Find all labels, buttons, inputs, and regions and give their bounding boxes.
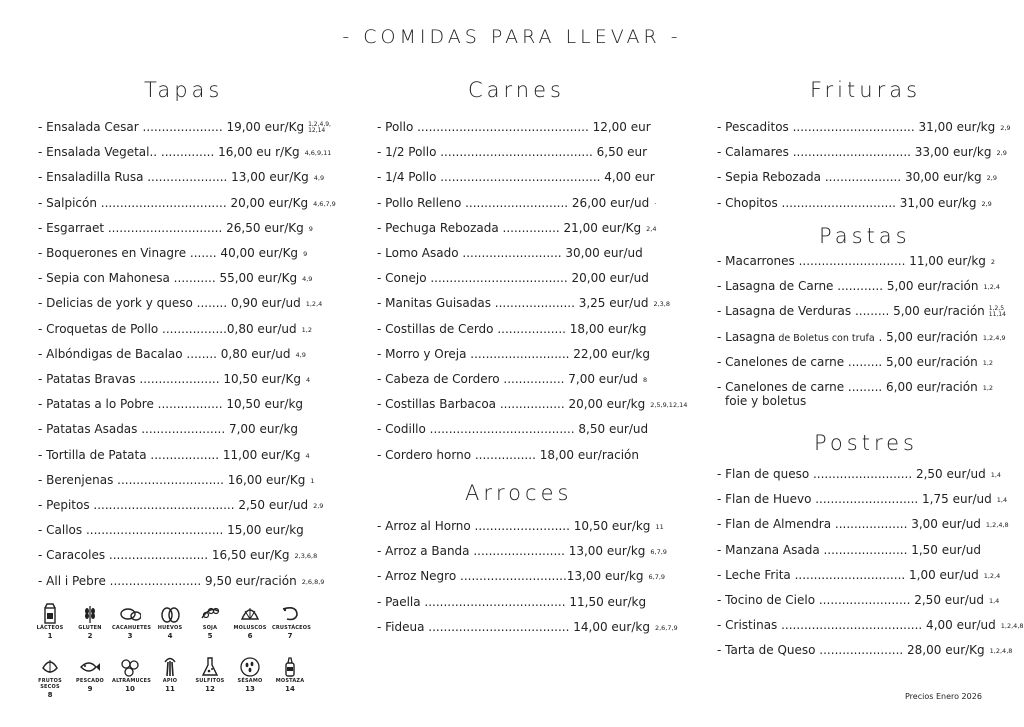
menu-item-carnes	[377, 170, 655, 184]
menu-item-text: - Canelones de carne ......... 5,00 eur/ración	[717, 354, 978, 369]
menu-item-text: - Delicias de york y queso ........ 0,90 eur/ud	[38, 296, 301, 311]
menu-item-text: - Pepitos ..................................... 2,50 eur/ud	[38, 498, 309, 512]
menu-item-text: - Cordero horno ................ 18,00 eur/ración	[377, 447, 639, 462]
page-title: - COMIDAS PARA LLEVAR -	[342, 26, 682, 48]
menu-item-tapas	[38, 372, 310, 387]
menu-item-text: - Leche Frita ............................. 1,00 eur/ud	[717, 567, 979, 582]
allergen-codes: 1,4	[996, 496, 1008, 505]
allergen-codes: 4	[305, 376, 311, 384]
peanut-icon	[119, 603, 141, 624]
menu-item-text: - Macarrones ............................ 11,00 eur/kg	[717, 254, 986, 268]
menu-item-pastas	[717, 380, 993, 395]
allergen-item	[272, 603, 312, 640]
menu-item-text: - Esgarraet .............................. 26,50 eur/Kg	[38, 220, 304, 235]
menu-item-tapas	[38, 170, 324, 185]
allergen-label: ALTRAMUCES	[112, 678, 152, 684]
allergen-item	[272, 656, 308, 693]
menu-item-tapas	[38, 296, 322, 311]
menu-item-text: - Manzana Asada ...................... 1,50 eur/ud	[717, 542, 981, 557]
menu-item-frituras	[717, 196, 992, 211]
allergen-codes: 1,2,4	[983, 283, 1001, 292]
menu-item-carnes	[377, 221, 657, 236]
allergen-label: SOJA	[202, 625, 218, 631]
allergen-codes-line: 1,2,5	[988, 305, 1005, 313]
menu-item-text: - Tocino de Cielo ........................ 2,50 eur/ud	[717, 593, 984, 607]
allergen-codes: 2,9	[1000, 124, 1011, 132]
allergen-number: 14	[285, 685, 295, 693]
menu-item-text: - Pechuga Rebozada ............... 21,00 eur/Kg	[377, 220, 642, 235]
menu-item-tapas	[38, 397, 303, 411]
menu-item-text: - Fideua ..................................... 14,00 eur/kg	[377, 619, 650, 634]
menu-item-tapas	[38, 120, 331, 134]
menu-item-text: - Salpicón ................................. 20,00 eur/Kg	[38, 195, 309, 210]
menu-item-text: - Arroz Negro ............................13,00 eur/kg	[377, 569, 644, 584]
menu-item-text: - Croquetas de Pollo .................0,80 eur/ud	[38, 321, 297, 336]
allergen-codes-line: 12,14	[308, 127, 326, 134]
menu-item-tapas	[38, 448, 310, 463]
allergen-number: 12	[205, 685, 215, 693]
allergen-codes: 1,2,4,8	[1000, 622, 1024, 631]
allergen-codes	[308, 122, 331, 134]
menu-item-tapas	[38, 145, 331, 160]
egg-icon	[159, 603, 181, 624]
menu-item-text: - Cabeza de Cordero ................ 7,00 eur/ud	[377, 372, 638, 386]
allergen-codes: 6,7,9	[648, 573, 666, 582]
allergen-codes: 2,4	[646, 224, 657, 233]
menu-item-text: - Flan de Huevo ........................... 1,75 eur/ud	[717, 492, 992, 507]
menu-item-text: - Flan de queso .......................... 2,50 eur/ud	[717, 467, 986, 481]
menu-item-text: - Manitas Guisadas ..................... 3,25 eur/ud	[377, 296, 649, 311]
menu-item-postres	[717, 517, 1009, 532]
allergen-number: 2	[87, 632, 93, 640]
allergen-label: MOSTAZA	[275, 678, 305, 684]
allergen-codes: 1,2	[301, 325, 312, 334]
allergen-number: 11	[165, 685, 175, 693]
allergen-codes: 1,2,4,9	[982, 333, 1006, 342]
section-title-pastas: Pastas	[819, 224, 911, 248]
menu-item-text: - Patatas Bravas ..................... 10,50 eur/Kg	[38, 372, 301, 386]
menu-item-carnes	[377, 271, 649, 285]
mustard-icon	[279, 656, 301, 677]
menu-item-text: - Sepia Rebozada .................... 30,00 eur/kg	[717, 170, 982, 185]
menu-item-carnes	[377, 296, 670, 311]
allergen-codes: 2,5,9,12,14	[650, 401, 688, 410]
allergen-codes: 4,6,9,11	[304, 149, 332, 158]
menu-item-tapas	[38, 548, 317, 563]
menu-item-text: - Tarta de Queso ...................... 28,00 eur/Kg	[717, 643, 985, 658]
menu-item-text: - All i Pebre ........................ 9,50 eur/ración	[38, 573, 297, 588]
allergen-item	[32, 656, 68, 699]
menu-item-text: - Patatas a lo Pobre ................. 10,50 eur/kg	[38, 397, 304, 412]
allergen-codes	[989, 306, 1006, 318]
allergen-codes: 1	[310, 476, 315, 485]
menu-item-frituras	[717, 170, 997, 185]
allergen-number: 7	[287, 632, 293, 640]
menu-item-carnes	[377, 372, 647, 387]
allergen-codes: 2,6,7,9	[654, 623, 678, 632]
menu-item-text: - Tortilla de Patata .................. 11,00 eur/Kg	[38, 447, 301, 462]
menu-item-tapas	[38, 196, 336, 211]
menu-item-pastas	[717, 279, 1000, 294]
menu-item-subtitle: foie y boletus	[725, 394, 807, 408]
menu-item-text: - Patatas Asadas ...................... 7,00 eur/kg	[38, 422, 299, 437]
allergen-codes: 2	[990, 258, 996, 266]
milk-carton-icon	[39, 603, 61, 624]
menu-item-pastas	[717, 330, 1006, 346]
section-title-tapas: Tapas	[144, 78, 224, 102]
menu-item-text: - Sepia con Mahonesa ........... 55,00 eur/Kg	[38, 271, 298, 286]
menu-item-text: - Cristinas ..................................... 4,00 eur/ud	[717, 618, 996, 633]
menu-item-tapas	[38, 221, 313, 236]
menu-item-text: - Costillas de Cerdo .................. 18,00 eur/kg	[377, 321, 647, 336]
menu-item-tapas	[38, 322, 312, 337]
menu-item-carnes	[377, 196, 656, 211]
allergen-label: SULFITOS	[195, 678, 225, 684]
menu-item-carnes	[377, 347, 650, 361]
allergen-codes: 8	[643, 376, 648, 384]
menu-item-text: - Berenjenas ............................ 16,00 eur/Kg	[38, 472, 306, 487]
menu-item-tapas	[38, 422, 298, 436]
allergen-codes: 1,2,4,8	[985, 521, 1009, 530]
allergen-label: MOLUSCOS	[233, 625, 267, 631]
menu-item-text: - 1/2 Pollo ........................................ 6,50 eur	[377, 145, 648, 160]
allergen-codes: 2,3,6,8	[294, 552, 318, 561]
menu-item-text: - Canelones de carne ......... 6,00 eur/ración	[717, 380, 978, 394]
menu-item-carnes	[377, 448, 639, 462]
sesame-icon	[239, 656, 261, 677]
allergen-number: 1	[47, 632, 53, 640]
price-date-note: Precios Enero 2026	[905, 692, 982, 701]
allergen-item	[72, 603, 108, 640]
allergen-codes: 9	[303, 250, 308, 258]
menu-item-postres	[717, 593, 999, 608]
menu-item-tapas	[38, 498, 323, 513]
allergen-label: HUEVOS	[157, 625, 183, 631]
menu-item-carnes	[377, 322, 647, 336]
menu-item-text: - Caracoles .......................... 16,50 eur/Kg	[38, 548, 290, 563]
allergen-label: FRUTOS SECOS	[38, 678, 62, 690]
fish-icon	[79, 656, 101, 677]
menu-item-text: - Lasagna de Carne ............ 5,00 eur/ración	[717, 279, 979, 294]
menu-item-text: - Conejo .................................... 20,00 eur/ud	[377, 271, 649, 286]
menu-item-text: - Arroz a Banda ........................ 13,00 eur/kg	[377, 544, 646, 559]
allergen-item	[152, 603, 188, 640]
allergen-codes: 1,2,4	[983, 571, 1001, 580]
allergen-label: SÉSAMO	[237, 678, 263, 684]
menu-item-postres	[717, 568, 1000, 583]
allergen-codes: 2,6,8,9	[301, 577, 325, 586]
menu-item-postres	[717, 467, 1001, 482]
menu-item-text: - Lomo Asado .......................... 30,00 eur/ud	[377, 246, 643, 260]
allergen-item	[192, 656, 228, 693]
allergen-codes: 1,4	[990, 471, 1002, 479]
allergen-item	[192, 603, 228, 640]
menu-item-carnes	[377, 120, 651, 134]
menu-item-frituras	[717, 120, 1011, 135]
menu-item-tapas	[38, 523, 304, 537]
section-title-postres: Postres	[814, 431, 918, 455]
menu-item-arroces	[377, 569, 665, 584]
allergen-codes: 4	[305, 451, 310, 460]
menu-item-postres	[717, 618, 1024, 633]
wheat-icon	[79, 603, 101, 624]
menu-item-text: - Calamares ............................... 33,00 eur/kg	[717, 145, 992, 160]
allergen-number: 3	[127, 632, 133, 640]
allergen-label: CACAHUETES	[112, 625, 152, 631]
allergen-codes-line: 11,14	[988, 311, 1006, 319]
menu-item-pastas	[717, 254, 995, 269]
lupin-icon	[119, 656, 141, 677]
menu-item-text: - Ensalada Cesar ..................... 19,00 eur/Kg	[38, 120, 305, 134]
allergen-item	[232, 656, 268, 693]
allergen-codes: 11	[655, 523, 664, 531]
soy-icon	[199, 603, 221, 624]
allergen-codes: 9	[308, 224, 313, 233]
allergen-codes: 4,9	[295, 350, 306, 359]
allergen-item	[152, 656, 188, 693]
allergen-number: 13	[245, 685, 255, 693]
allergen-item	[72, 656, 108, 693]
menu-item-frituras	[717, 145, 1007, 160]
menu-item-text-small: de Boletus con trufa	[775, 332, 875, 344]
menu-item-tapas	[38, 473, 315, 488]
menu-item-text: - Flan de Almendra ................... 3,00 eur/ud	[717, 517, 981, 532]
section-title-carnes: Carnes	[468, 78, 565, 102]
allergen-codes: 1,2,4,8	[989, 647, 1013, 656]
menu-item-arroces	[377, 544, 667, 559]
menu-item-text: - Paella ..................................... 11,50 eur/kg	[377, 594, 647, 609]
menu-item-arroces	[377, 595, 646, 609]
shell-icon	[239, 603, 261, 624]
allergen-codes: 6,7,9	[650, 548, 667, 557]
menu-item-pastas	[717, 304, 1006, 318]
menu-item-postres	[717, 543, 981, 557]
allergen-item	[112, 603, 152, 640]
section-title-frituras: Frituras	[810, 78, 922, 102]
allergen-codes: 2,9	[986, 174, 997, 183]
menu-item-text: - Arroz al Horno ......................... 10,50 eur/kg	[377, 519, 651, 533]
allergen-codes: 1,4	[988, 597, 1000, 605]
allergen-codes: 1,2,4	[305, 300, 323, 309]
menu-item-text: - 1/4 Pollo .......................................... 4,00 eur	[377, 170, 655, 185]
allergen-codes: 2,9	[981, 199, 992, 208]
allergen-number: 5	[207, 632, 213, 640]
menu-item-arroces	[377, 620, 678, 635]
shrimp-icon	[279, 603, 301, 624]
menu-item-text: - Codillo ...................................... 8,50 eur/ud	[377, 422, 649, 437]
menu-item-carnes	[377, 246, 643, 260]
menu-item-arroces	[377, 519, 664, 534]
allergen-codes: 4,9	[302, 275, 313, 284]
menu-item-tapas	[38, 574, 324, 589]
flask-icon	[199, 656, 221, 677]
allergen-number: 6	[247, 632, 253, 640]
allergen-codes: 4,6,7,9	[313, 199, 336, 208]
allergen-codes: 4,9	[313, 174, 325, 183]
section-title-arroces: Arroces	[465, 481, 573, 505]
menu-item-text: - Costillas Barbacoa ................. 20,00 eur/kg	[377, 397, 646, 412]
allergen-label: APIO	[162, 678, 178, 684]
menu-item-tapas	[38, 271, 312, 286]
menu-item-text: - Ensalada Vegetal.. .............. 16,00 eu r/Kg	[38, 145, 300, 160]
menu-item-postres	[717, 492, 1007, 507]
allergen-codes: 1,2	[982, 384, 994, 392]
allergen-codes: ·	[654, 199, 657, 208]
menu-item-carnes	[377, 397, 687, 412]
allergen-label: GLUTEN	[78, 625, 102, 631]
menu-item-text: - Albóndigas de Bacalao ........ 0,80 eur/ud	[38, 346, 291, 361]
celery-icon	[159, 656, 181, 677]
allergen-label: CRUSTÁCEOS	[272, 625, 312, 631]
allergen-item	[232, 603, 268, 640]
nuts-icon	[39, 656, 61, 677]
allergen-label: PESCADO	[75, 678, 105, 684]
allergen-number: 9	[87, 685, 93, 693]
allergen-codes: 1,2	[982, 358, 994, 367]
menu-item-text: - Lasagna	[717, 329, 776, 344]
allergen-codes-line: 1,2,4,9,	[308, 121, 331, 128]
allergen-number: 4	[167, 632, 173, 640]
menu-item-pastas	[717, 355, 993, 370]
allergen-item	[112, 656, 152, 693]
menu-item-text: - Lasagna de Verduras ......... 5,00 eur/ración	[717, 304, 985, 319]
menu-item-text: - Pollo Relleno ........................... 26,00 eur/ud	[377, 195, 650, 210]
menu-item-text: - Chopitos .............................. 31,00 eur/kg	[717, 195, 977, 210]
menu-item-text: - Pescaditos ................................ 31,00 eur/kg	[717, 120, 996, 134]
menu-item-carnes	[377, 145, 647, 159]
allergen-item	[32, 603, 68, 640]
menu-item-text: - Callos .................................... 15,00 eur/kg	[38, 523, 304, 538]
allergen-number: 8	[47, 691, 53, 699]
menu-item-text: - Ensaladilla Rusa ..................... 13,00 eur/Kg	[38, 170, 309, 185]
menu-item-carnes	[377, 422, 648, 436]
allergen-codes: 2,9	[313, 502, 324, 510]
allergen-codes: 2,3,8	[653, 300, 670, 309]
menu-item-text: - Morro y Oreja .......................... 22,00 eur/kg	[377, 346, 650, 361]
menu-item-text: - Boquerones en Vinagre ....... 40,00 eur/Kg	[38, 246, 299, 260]
menu-item-text: - Pollo ............................................. 12,00 eur	[377, 120, 651, 134]
allergen-codes: 2,9	[996, 149, 1007, 158]
menu-item-price: . 5,00 eur/ración	[874, 329, 978, 344]
allergen-number: 10	[125, 685, 135, 693]
menu-item-postres	[717, 643, 1012, 658]
menu-item-tapas	[38, 246, 307, 261]
menu-item-tapas	[38, 347, 306, 362]
allergen-label: LÁCTEOS	[36, 625, 64, 631]
